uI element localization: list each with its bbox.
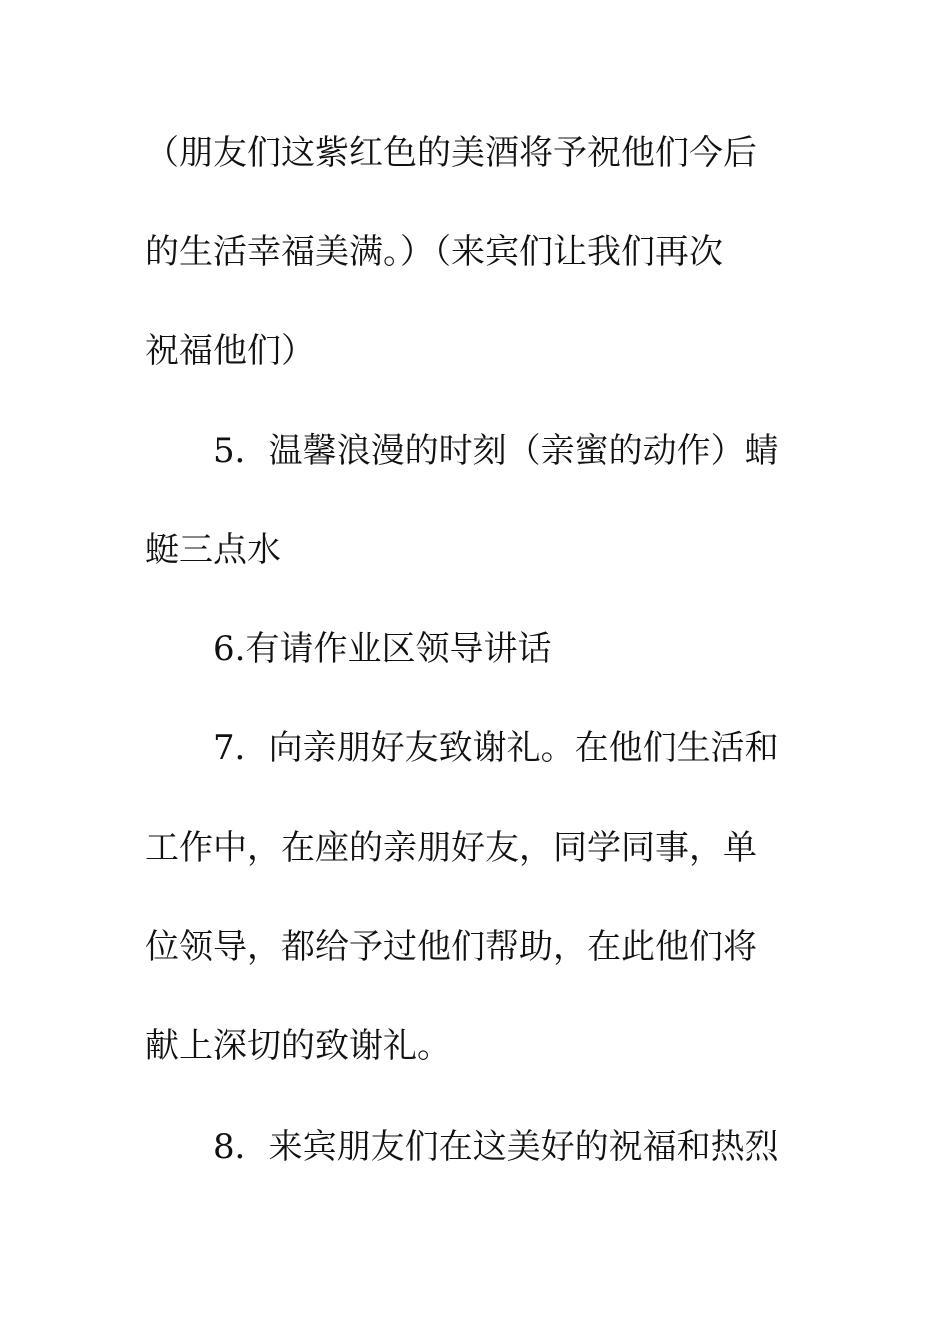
text-line-4: 5．温馨浪漫的时刻（亲蜜的动作）蜻 bbox=[213, 431, 779, 471]
text-line-1: （朋友们这紫红色的美酒将予祝他们今后 bbox=[145, 133, 757, 173]
text-line-9: 位领导，都给予过他们帮助，在此他们将 bbox=[145, 927, 757, 967]
text-line-10: 献上深切的致谢礼。 bbox=[145, 1026, 451, 1066]
text-line-5: 蜓三点水 bbox=[145, 530, 281, 570]
text-line-6: 6.有请作业区领导讲话 bbox=[213, 629, 552, 669]
text-line-7: 7．向亲朋好友致谢礼。在他们生活和 bbox=[213, 728, 779, 768]
text-line-8: 工作中，在座的亲朋好友，同学同事，单 bbox=[145, 828, 757, 868]
text-line-3: 祝福他们） bbox=[145, 331, 315, 371]
text-line-2: 的生活幸福美满。）（来宾们让我们再次 bbox=[145, 232, 723, 272]
text-line-11: 8．来宾朋友们在这美好的祝福和热烈 bbox=[213, 1127, 779, 1167]
